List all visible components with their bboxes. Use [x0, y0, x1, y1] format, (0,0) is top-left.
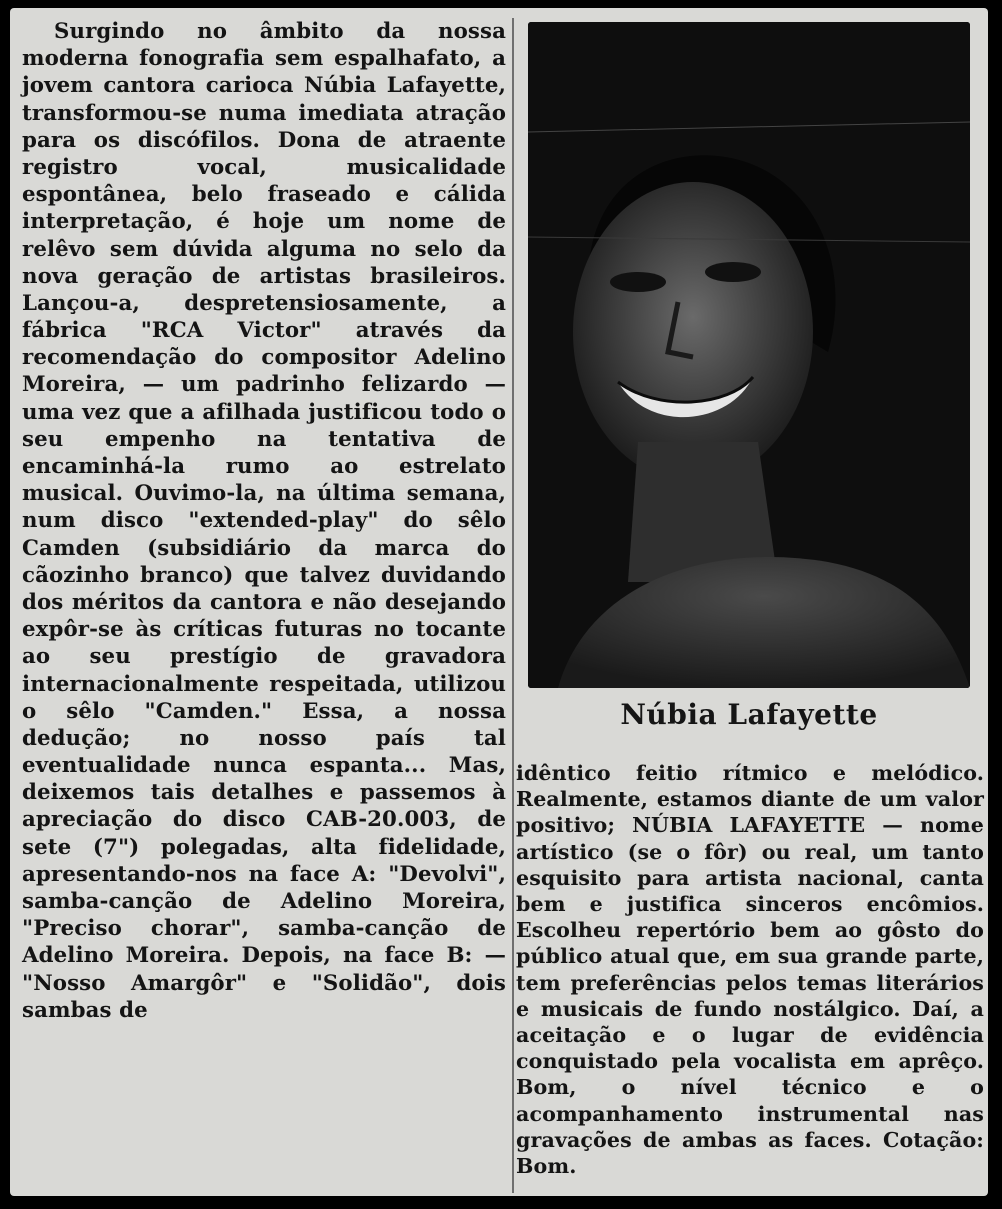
article-paragraph-right: idêntico feitio rítmico e melódico. Realmente, estamos diante de um valor positivo; NÚBIA LAFAYETTE — nome artístico (se o fôr) ou real, um tanto esquisito para artista nacional, canta bem e justifica sinceros encômios. Escolheu repertório bem ao gôsto do público atual que, em sua grande parte, tem preferências pelos temas literários e musicais de fundo nostálgico. Daí, a aceitação e o lugar de evidência conquistado pela vocalista em aprêço. Bom, o nível técnico e o acompanhamento instrumental nas gravações de ambas as faces. Cotação: Bom.	[516, 761, 984, 1179]
newspaper-clipping	[10, 8, 988, 1196]
photo-caption: Núbia Lafayette	[620, 698, 878, 731]
column-divider	[512, 18, 514, 1193]
left-column	[22, 18, 506, 1024]
portrait-illustration	[528, 22, 970, 688]
article-paragraph-left: Surgindo no âmbito da nossa moderna fonografia sem espalhafato, a jovem cantora carioca Núbia Lafayette, transformou-se numa imediata atração para os discófilos. Dona de atraente registro vocal, musicalidade espontânea, belo fraseado e cálida interpretação, é hoje um nome de relêvo sem dúvida alguma no selo da nova geração de artistas brasileiros. Lançou-a, despretensiosamente, a fábrica "RCA Victor" através da recomendação do compositor Adelino Moreira, — um padrinho felizardo — uma vez que a afilhada justificou todo o seu empenho na tentativa de encaminhá-la rumo ao estrelato musical. Ouvimo-la, na última semana, num disco "extended-play" do sêlo Camden (subsidiário da marca do cãozinho branco) que talvez duvidando dos méritos da cantora e não desejando expôr-se às críticas futuras no tocante ao seu prestígio de gravadora internacionalmente respeitada, utilizou o sêlo "Camden." Essa, a nossa dedução; no nosso país tal eventualidade nunca espanta... Mas, deixemos tais detalhes e passemos à apreciação do disco CAB-20.003, de sete (7") polegadas, alta fidelidade, apresentando-nos na face A: "Devolvi", samba-canção de Adelino Moreira, "Preciso chorar", samba-canção de Adelino Moreira. Depois, na face B: — "Nosso Amargôr" e "Solidão", dois sambas de	[22, 19, 506, 1023]
right-column	[516, 760, 984, 1179]
singer-portrait-photo	[528, 22, 970, 688]
